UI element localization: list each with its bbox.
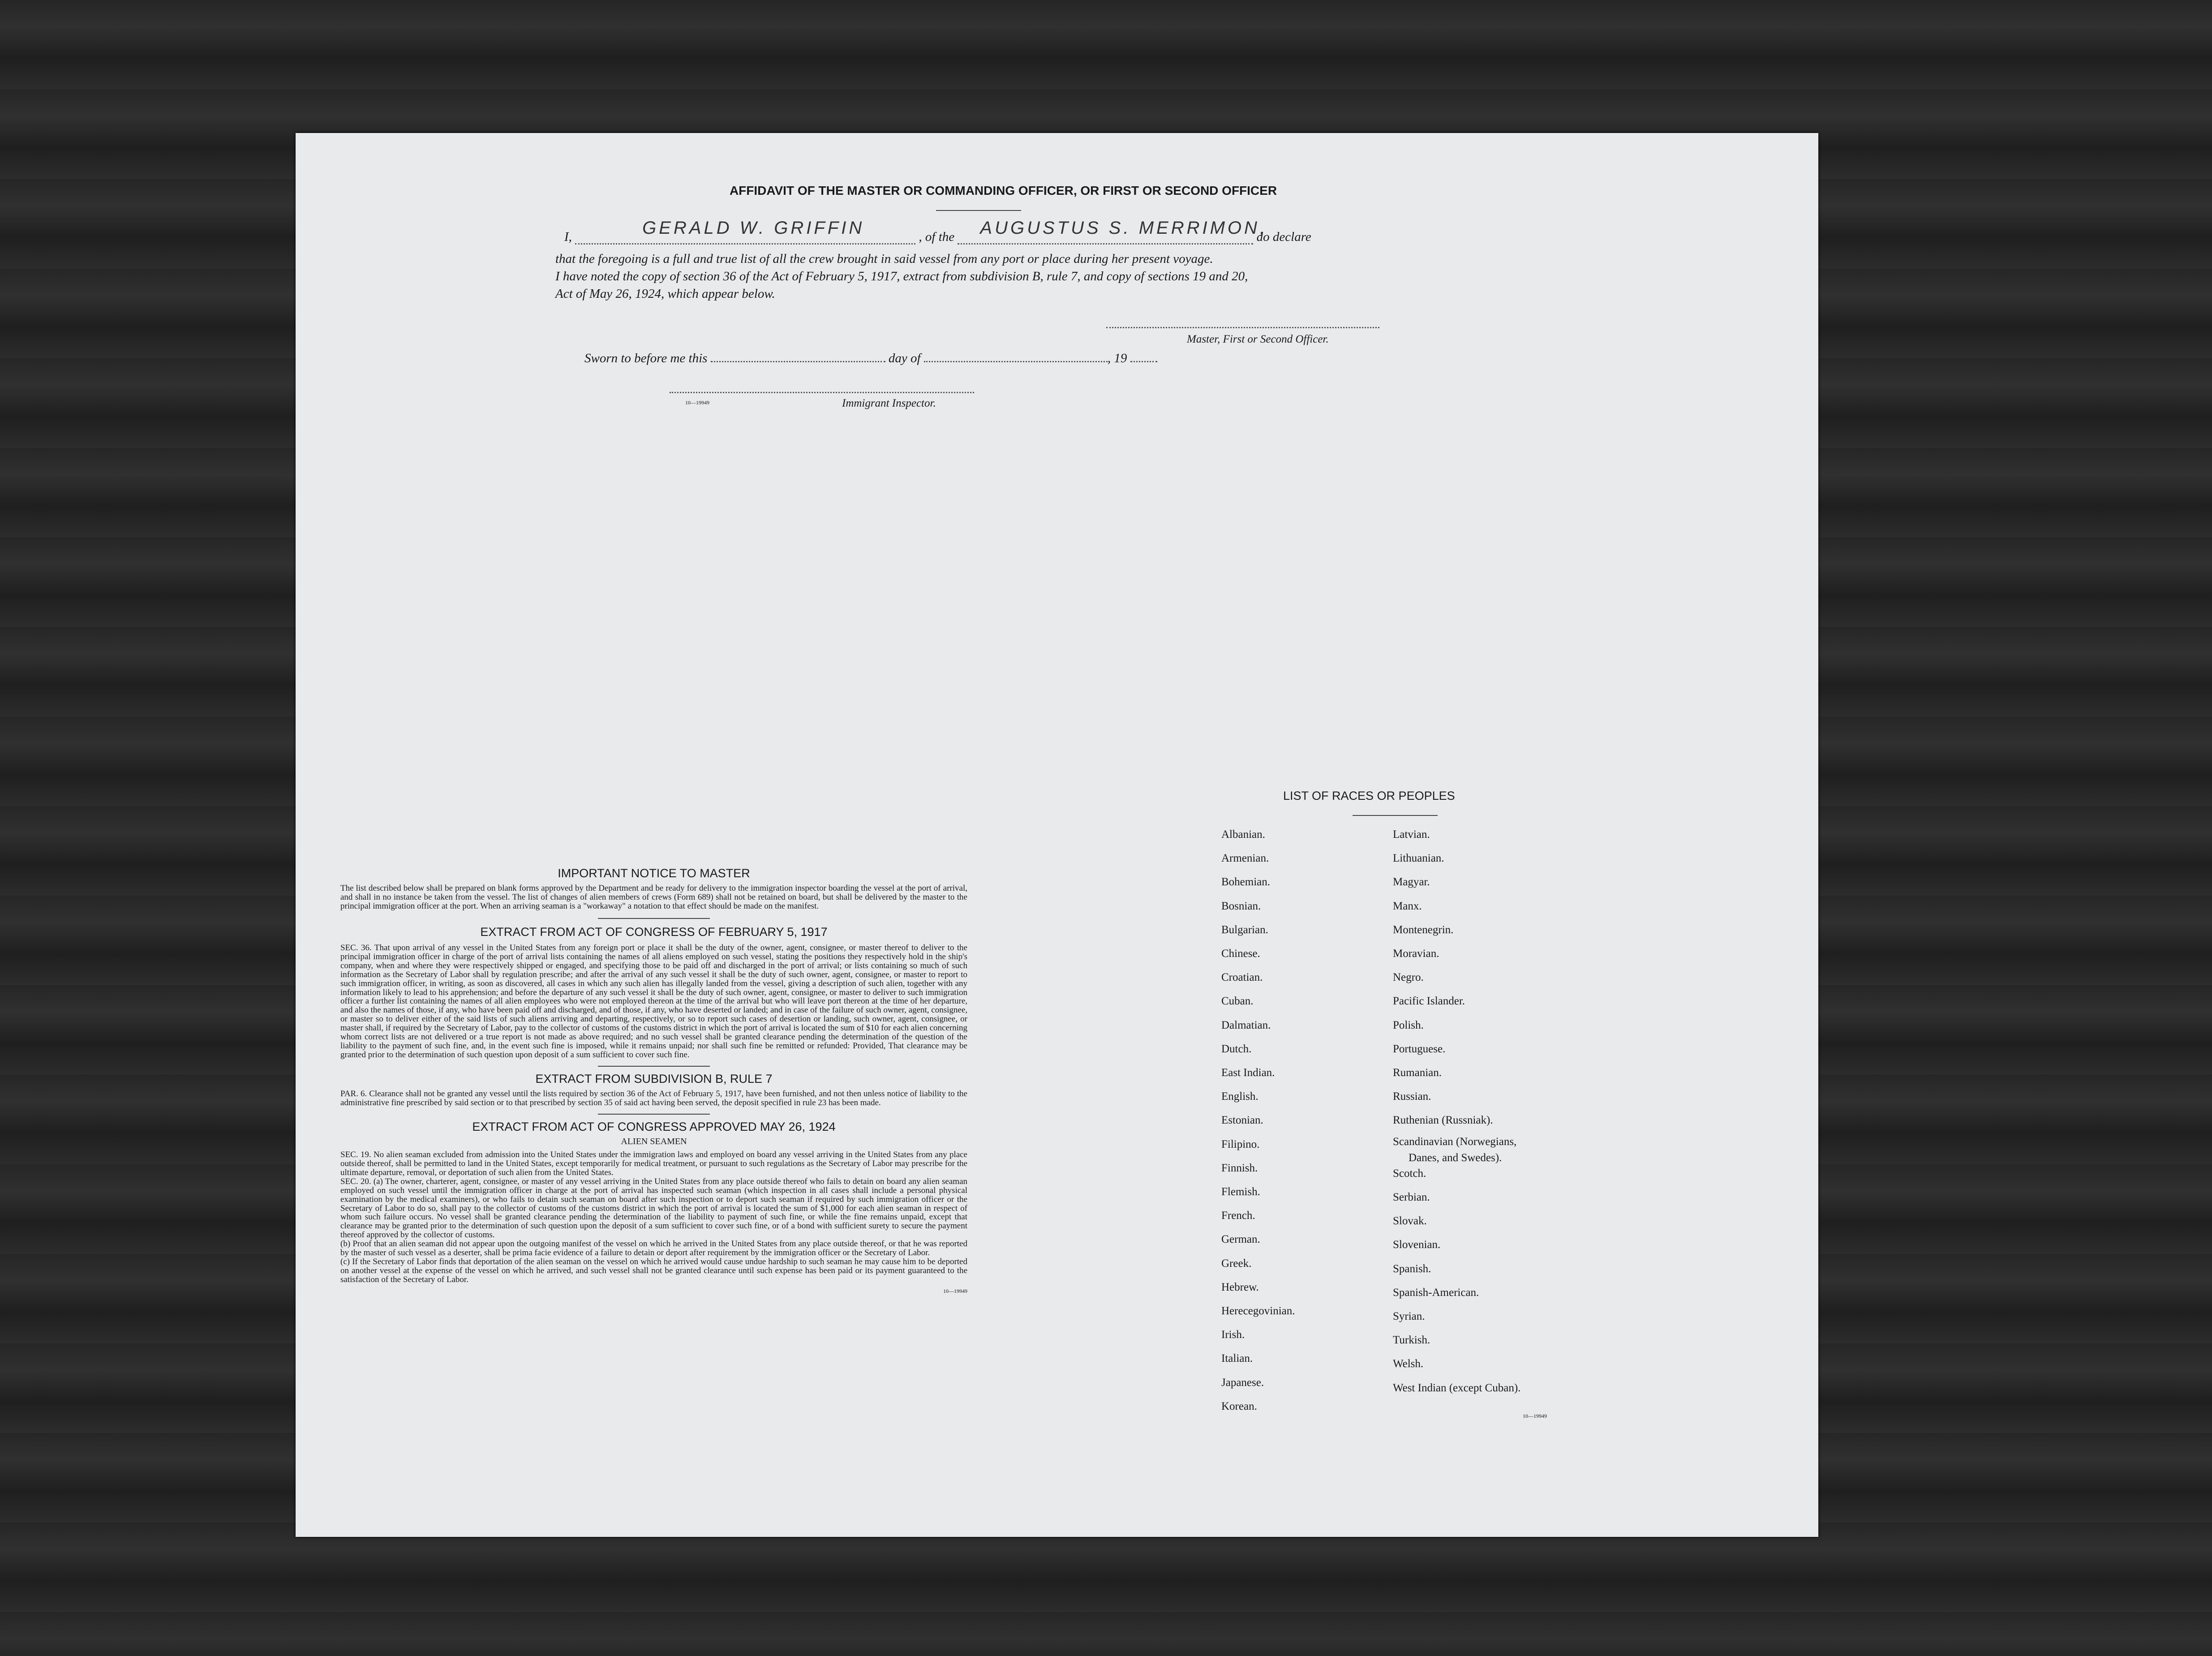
officer-name: GERALD W. GRIFFIN [642, 218, 865, 238]
extract2-body: PAR. 6. Clearance shall not be granted any vessel until the lists required by section 36 of the Act of February 5, 1917, have been furnished, and not then unless notice of liability to the administrative fine prescribed by said section or to that prescribed by section 35 of said act having been served, the deposit specified in rule 23 has been made. [340, 1089, 967, 1107]
race-item: Negro. [1393, 971, 1424, 984]
master-label: Master, First or Second Officer. [1187, 333, 1329, 345]
extract3-sec20a: SEC. 20. (a) The owner, charterer, agent, consignee, or master of any vessel arriving in the United States from any place outside thereof who fails to detain on board any alien seaman employed on such vessel until the immigration officer in charge at the port of arrival has inspected such seaman (which inspection in all cases shall include a personal physical examination by the medical examiners), or who fails to detain such seaman on board after such inspection or to deport such seaman if required by such immigration officer or the Secretary of Labor to do so, shall pay to the collector of customs of the customs district in which the port of arrival is located the sum of $1,000 for each alien seaman in respect of whom such failure occurs. No vessel shall be granted clearance pending the determination of the liability to payment of such fine, or while the fine remains unpaid, except that clearance may be granted prior to the determination of such question upon the deposit of a sum sufficient to cover such fine, or of a bond with sufficient surety to secure the payment thereof approved by the collector of customs. [340, 1176, 967, 1240]
affidavit-title: AFFIDAVIT OF THE MASTER OR COMMANDING OFFICER, OR FIRST OR SECOND OFFICER [729, 184, 1277, 197]
race-item: Chinese. [1221, 948, 1260, 960]
race-item: Dutch. [1221, 1043, 1252, 1055]
sworn-day-field[interactable] [711, 349, 885, 362]
race-item: Filipino. [1221, 1138, 1260, 1150]
race-item: English. [1221, 1090, 1258, 1103]
race-item: Montenegrin. [1393, 923, 1454, 936]
extract1-title: EXTRACT FROM ACT OF CONGRESS OF FEBRUARY 5, 1917 [480, 925, 828, 939]
of-the-label: , of the [919, 230, 955, 244]
race-item: West Indian (except Cuban). [1393, 1381, 1521, 1394]
race-item: Spanish-American. [1393, 1286, 1479, 1299]
vessel-name-field[interactable] [958, 218, 1268, 245]
sworn-year-field[interactable] [1130, 349, 1157, 362]
officer-name-field[interactable] [575, 218, 915, 245]
race-item: Korean. [1221, 1400, 1257, 1412]
race-item: Spanish. [1393, 1262, 1431, 1275]
race-item: French. [1221, 1210, 1255, 1222]
race-item: Croatian. [1221, 971, 1263, 984]
race-item: Cuban. [1221, 995, 1254, 1008]
race-item: Turkish. [1393, 1334, 1430, 1347]
notice-section [340, 867, 967, 1295]
notice-title: IMPORTANT NOTICE TO MASTER [558, 867, 750, 880]
race-item: Flemish. [1221, 1186, 1260, 1198]
inspector-signature-line[interactable] [670, 392, 974, 393]
race-item: Slovak. [1393, 1215, 1427, 1227]
do-declare: do declare [1256, 230, 1311, 244]
race-item: Irish. [1221, 1329, 1245, 1341]
extract3-sec20c: (c) If the Secretary of Labor finds that deportation of the alien seaman on the vessel on which he arrived would cause undue hardship to such seaman he may cause him to be deported on another vessel at the expense of the vessel on which he arrived, and such vessel shall not be granted clearance until such expense has been paid or its payment guaranteed to the satisfaction of the Secretary of Labor. [340, 1257, 967, 1284]
extract3-sec19: SEC. 19. No alien seaman excluded from admission into the United States under the immigration laws and employed on board any vessel arriving in the United States from any place outside thereof, shall be permitted to land in the United States, except temporarily for medical treatment, or pursuant to such regulations as the Secretary of Labor may prescribe for the ultimate departure, removal, or deportation of such alien from the United States. [340, 1150, 967, 1177]
extract3-title: EXTRACT FROM ACT OF CONGRESS APPROVED MAY 26, 1924 [472, 1120, 836, 1133]
affidavit-name-line [564, 218, 1311, 245]
race-item: Welsh. [1393, 1358, 1424, 1370]
race-item: Portuguese. [1393, 1043, 1446, 1055]
day-of-label: day of [888, 351, 921, 365]
race-item: Moravian. [1393, 948, 1439, 960]
race-item: Magyar. [1393, 876, 1430, 888]
race-item: Bulgarian. [1221, 923, 1268, 936]
inspector-label: Immigrant Inspector. [842, 397, 936, 409]
race-item: Herecegovinian. [1221, 1305, 1295, 1317]
race-item: Serbian. [1393, 1191, 1430, 1203]
races-rule [1353, 815, 1438, 816]
race-item: Russian. [1393, 1090, 1431, 1103]
race-item: Syrian. [1393, 1310, 1425, 1322]
races-title: LIST OF RACES OR PEOPLES [1283, 789, 1455, 802]
affidavit-text-2: I have noted the copy of section 36 of the Act of February 5, 1917, extract from subdivision B, rule 7, and copy of sections 19 and 20, [555, 269, 1248, 283]
sworn-label: Sworn to before me this [584, 351, 708, 365]
master-signature-line[interactable] [1106, 327, 1379, 328]
race-item: Albanian. [1221, 828, 1265, 841]
race-item: Scotch. [1393, 1167, 1426, 1180]
extract1-body: SEC. 36. That upon arrival of any vessel in the United States from any foreign port or place it shall be the duty of the owner, agent, consignee, or master thereof to deliver to the principal immigration officer in charge of the port of arrival lists containing the names of all aliens employed on such vessel, stating the positions they respectively hold in the ship's company, when and where they were respectively shipped or engaged, and specifying those to be paid off and discharged in the port of arrival; or lists containing so much of such information as the Secretary of Labor shall by regulation prescribe; and after the arrival of any such vessel it shall be the duty of such owner, agent, consignee, or master to report to such immigration officer, in writing, as soon as discovered, all cases in which any such alien has illegally landed from the vessel, giving a description of such alien, together with any information likely to lead to his apprehension; and before the departure of any such vessel it shall be the duty of such owner, agent, consignee, or master to deliver to such immigration officer a further list containing the names of all alien employees who were not employed thereon at the time of the arrival but who will leave port thereon at the time of her departure, and also the names of those, if any, who have been paid off and discharged, and of those, if any, who have deserted or landed; and in case of the failure of such owner, agent, consignee, or master so to deliver either of the said lists of such aliens arriving and departing, respectively, or so to report such cases of desertion or landing, such owner, agent, consignee, or master shall, if required by the Secretary of Labor, pay to the collector of customs of the customs district in which the port of arrival is located the sum of $10 for each alien concerning whom correct lists are not delivered or a true report is not made as above required; and no such vessel shall be granted clearance pending the determination of the question of the liability to the payment of such fine, and, in the event such fine is imposed, while it remains unpaid; nor shall such fine be remitted or refunded: Provided, That clearance may be granted prior to the determination of such question upon deposit of a sum sufficient to cover such fine. [340, 943, 967, 1060]
race-item: Lithuanian. [1393, 852, 1444, 865]
race-item: Finnish. [1221, 1162, 1258, 1174]
extract3-sec20b: (b) Proof that an alien seaman did not appear upon the outgoing manifest of the vessel on which he arrived in the United States from any place outside thereof, or that he was reported by the master of such vessel as a deserter, shall be prima facie evidence of a failure to detain or deport after requirement by the immigration officer or the Secretary of Labor. [340, 1239, 967, 1258]
extract2-title: EXTRACT FROM SUBDIVISION B, RULE 7 [535, 1072, 773, 1085]
year-label: , 19 [1107, 351, 1127, 365]
affidavit-form-number: 10—19949 [685, 399, 709, 406]
divider [598, 918, 710, 919]
vessel-name: AUGUSTUS S. MERRIMON, [980, 218, 1268, 238]
notice-form-number: 10—19949 [943, 1287, 967, 1294]
race-item: Estonian. [1221, 1114, 1263, 1127]
race-item: Dalmatian. [1221, 1019, 1271, 1031]
race-item: Manx. [1393, 900, 1422, 912]
races-form-number: 10—19949 [1523, 1413, 1547, 1419]
race-item: Latvian. [1393, 828, 1430, 841]
race-item: East Indian. [1221, 1067, 1275, 1079]
race-item: Danes, and Swedes). [1409, 1151, 1502, 1164]
race-item: Polish. [1393, 1019, 1424, 1031]
race-item: Scandinavian (Norwegians, [1393, 1135, 1517, 1148]
race-item: Slovenian. [1393, 1239, 1441, 1251]
divider [598, 1066, 710, 1067]
affidavit-text-1: that the foregoing is a full and true list of all the crew brought in said vessel from any port or place during her present voyage. [555, 252, 1213, 266]
race-item: Pacific Islander. [1393, 995, 1465, 1008]
race-item: Bohemian. [1221, 876, 1271, 888]
title-rule [936, 210, 1021, 211]
document-page [296, 133, 1818, 1537]
sworn-month-field[interactable] [924, 349, 1108, 362]
race-item: Hebrew. [1221, 1281, 1259, 1293]
race-item: Italian. [1221, 1352, 1253, 1365]
race-item: Greek. [1221, 1257, 1252, 1270]
race-item: Bosnian. [1221, 900, 1261, 912]
i-label: I, [564, 230, 572, 244]
notice-body: The list described below shall be prepared on blank forms approved by the Department and be ready for delivery to the immigration inspector boarding the vessel at the port of arrival, and shall in no instance be taken from the vessel. The list of changes of alien members of crews (Form 689) shall not be retained on board, but shall be delivered by the master to the principal immigration officer at the port. When an arriving seaman is a "workaway" a notation to that effect should be made on the manifest. [340, 884, 967, 911]
extract3-subtitle: ALIEN SEAMEN [621, 1136, 687, 1146]
affidavit-text-3: Act of May 26, 1924, which appear below. [555, 287, 775, 301]
race-item: Rumanian. [1393, 1067, 1442, 1079]
sworn-line [584, 349, 1157, 366]
divider [598, 1114, 710, 1115]
race-item: Ruthenian (Russniak). [1393, 1114, 1493, 1127]
race-item: Armenian. [1221, 852, 1269, 865]
race-item: German. [1221, 1233, 1260, 1246]
race-item: Japanese. [1221, 1376, 1264, 1389]
